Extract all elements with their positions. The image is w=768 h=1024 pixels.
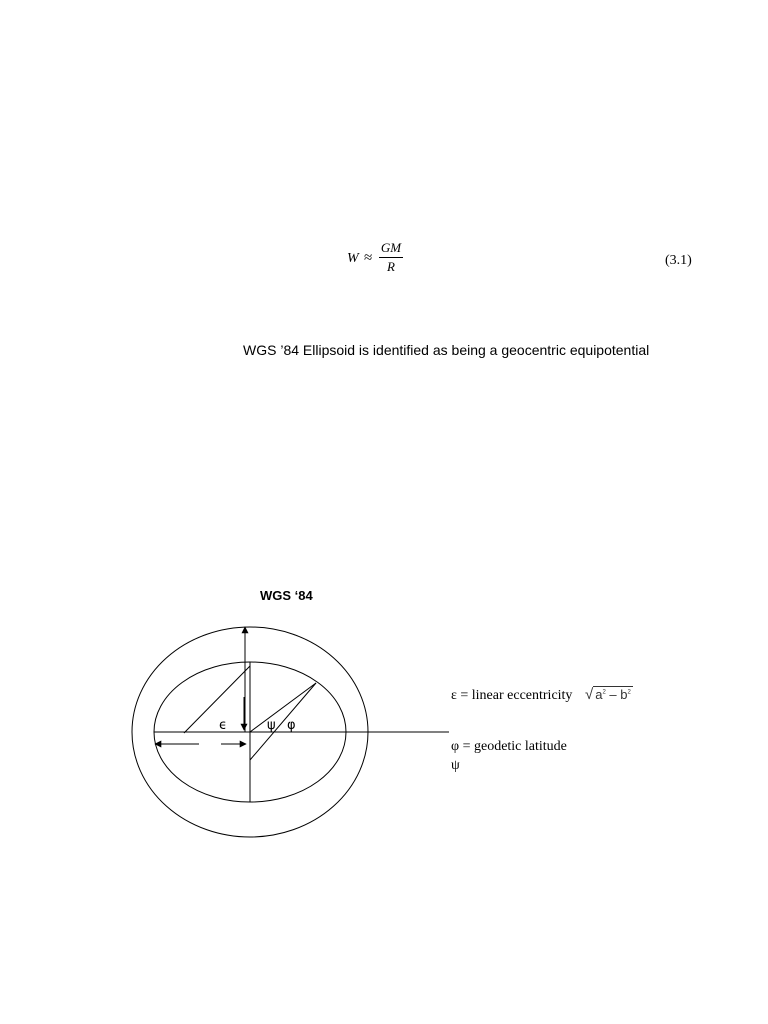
sqrt-b-exp: 2 [627,689,631,696]
sqrt-expression [585,686,633,703]
sqrt-minus: – [605,687,621,702]
sqrt-radical: √ [585,686,594,703]
sqrt-body [593,686,633,702]
sqrt-a-exp: 2 [602,689,606,696]
left-slant-line [184,666,250,733]
legend-psi: ψ [451,758,460,773]
equation-relation: ≈ [364,250,373,266]
legend-geodetic-latitude: φ = geodetic latitude [451,739,567,754]
normal-line [250,683,316,760]
legend-eccentricity: ε = linear eccentricity [451,688,573,703]
figure-title: WGS ‘84 [260,588,313,603]
sqrt-a: a [595,687,603,702]
equation-number: (3.1) [665,253,692,268]
radius-line [250,683,316,732]
equation-numerator: GM [380,240,402,255]
body-sentence: WGS ’84 Ellipsoid is identified as being a geocentric equipotential [243,342,650,358]
sqrt-b: b [620,687,628,702]
equation-lhs: W [347,251,359,266]
phi-label: φ [287,718,296,733]
equation-denominator: R [387,259,395,274]
psi-label: ψ [267,718,276,733]
epsilon-label: ϵ [219,718,227,733]
